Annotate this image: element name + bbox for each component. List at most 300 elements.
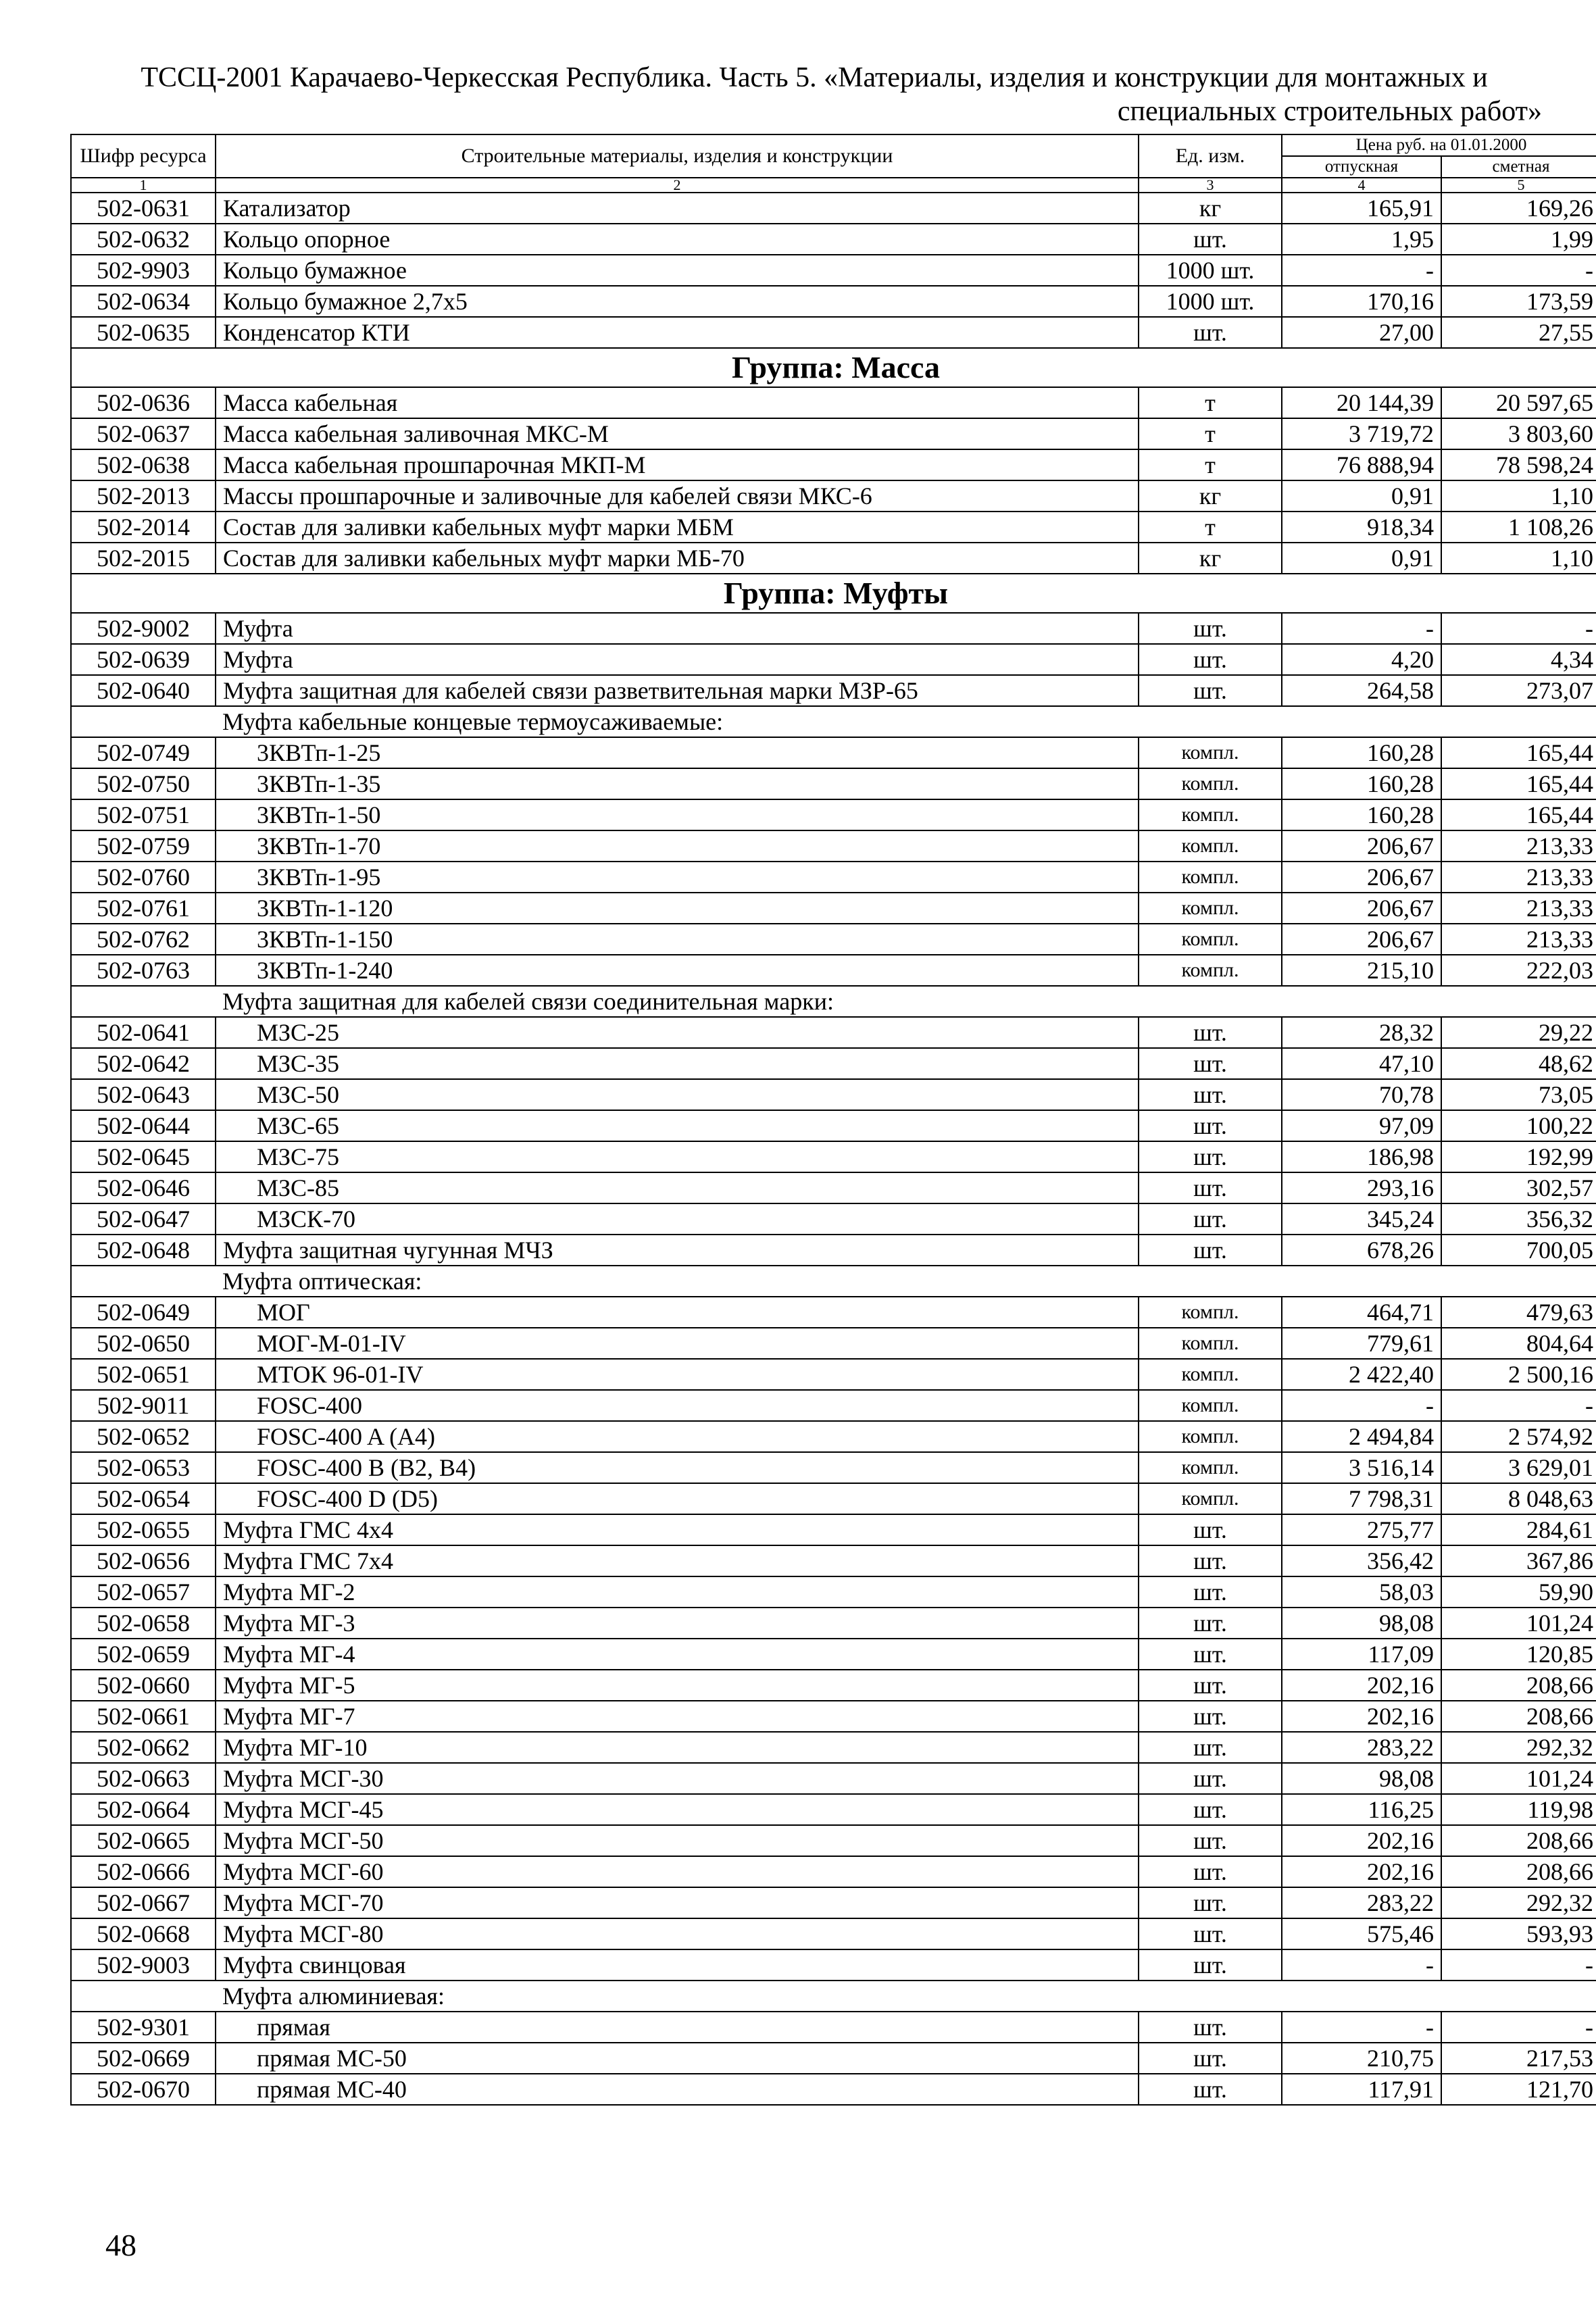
table-row [71, 1110, 1596, 1141]
release-price-cell: - [1282, 1949, 1441, 1981]
table-row [71, 1079, 1596, 1110]
unit-cell: шт. [1139, 675, 1282, 706]
unit-cell: шт. [1139, 1887, 1282, 1918]
resource-code-cell: 502-0669 [71, 2043, 216, 2074]
unit-cell: шт. [1139, 1608, 1282, 1639]
estimate-price-cell: 27,55 [1441, 317, 1596, 348]
table-row [71, 193, 1596, 224]
material-name-cell: Муфта МГ-10 [216, 1732, 1139, 1763]
materials-price-table [70, 134, 1596, 2106]
estimate-price-cell: 169,26 [1441, 193, 1596, 224]
resource-code-cell: 502-0668 [71, 1918, 216, 1949]
resource-code-cell: 502-0763 [71, 955, 216, 986]
release-price-cell: 275,77 [1282, 1514, 1441, 1545]
estimate-price-cell: 292,32 [1441, 1887, 1596, 1918]
estimate-price-cell: 3 803,60 [1441, 418, 1596, 449]
resource-code-cell: 502-0654 [71, 1483, 216, 1514]
subgroup-title: Муфта защитная для кабелей связи соединительная марки: [216, 986, 1596, 1017]
group-title: Группа: Муфты [71, 574, 1596, 613]
material-name-cell: МЗС-65 [216, 1110, 1139, 1141]
material-name-cell: 3КВТп-1-35 [216, 768, 1139, 799]
release-price-cell: 170,16 [1282, 286, 1441, 317]
unit-cell: компл. [1139, 1297, 1282, 1328]
release-price-cell: 58,03 [1282, 1576, 1441, 1608]
estimate-price-cell: - [1441, 613, 1596, 644]
resource-code-cell: 502-0658 [71, 1608, 216, 1639]
release-price-cell: 575,46 [1282, 1918, 1441, 1949]
table-row [71, 1297, 1596, 1328]
resource-code-cell: 502-9003 [71, 1949, 216, 1981]
release-price-cell: 206,67 [1282, 924, 1441, 955]
material-name-cell: Кольцо бумажное [216, 255, 1139, 286]
material-name-cell: Муфта МГ-2 [216, 1576, 1139, 1608]
unit-cell: компл. [1139, 1452, 1282, 1483]
release-price-cell: 206,67 [1282, 893, 1441, 924]
unit-cell: компл. [1139, 1328, 1282, 1359]
material-name-cell: Состав для заливки кабельных муфт марки МБ-70 [216, 543, 1139, 574]
material-name-cell: МЗС-75 [216, 1141, 1139, 1172]
resource-code-cell: 502-9903 [71, 255, 216, 286]
resource-code-cell: 502-0659 [71, 1639, 216, 1670]
table-row [71, 1576, 1596, 1608]
table-row [71, 1608, 1596, 1639]
release-price-cell: 4,20 [1282, 644, 1441, 675]
estimate-price-cell: 213,33 [1441, 893, 1596, 924]
table-row [71, 1328, 1596, 1359]
estimate-price-cell: 1,10 [1441, 480, 1596, 512]
unit-cell: шт. [1139, 1856, 1282, 1887]
estimate-price-cell: 48,62 [1441, 1048, 1596, 1079]
group-header-row [71, 574, 1596, 613]
unit-cell: шт. [1139, 224, 1282, 255]
material-name-cell: МЗС-35 [216, 1048, 1139, 1079]
group-title: Группа: Масса [71, 348, 1596, 387]
table-row [71, 893, 1596, 924]
release-price-cell: 160,28 [1282, 737, 1441, 768]
estimate-price-cell: 78 598,24 [1441, 449, 1596, 480]
table-row [71, 1172, 1596, 1203]
release-price-cell: 47,10 [1282, 1048, 1441, 1079]
table-row [71, 830, 1596, 862]
resource-code-cell: 502-0640 [71, 675, 216, 706]
release-price-cell: 27,00 [1282, 317, 1441, 348]
material-name-cell: МЗС-50 [216, 1079, 1139, 1110]
column-header-name: Строительные материалы, изделия и конструкции [216, 134, 1139, 178]
resource-code-cell: 502-0760 [71, 862, 216, 893]
resource-code-cell: 502-0641 [71, 1017, 216, 1048]
resource-code-cell: 502-0632 [71, 224, 216, 255]
unit-cell: шт. [1139, 1639, 1282, 1670]
unit-cell: компл. [1139, 1483, 1282, 1514]
table-row [71, 2012, 1596, 2043]
empty-cell [71, 986, 216, 1017]
unit-cell: шт. [1139, 1949, 1282, 1981]
material-name-cell: 3КВТп-1-50 [216, 799, 1139, 830]
release-price-cell: 206,67 [1282, 862, 1441, 893]
release-price-cell: 117,09 [1282, 1639, 1441, 1670]
material-name-cell: МОГ-М-01-IV [216, 1328, 1139, 1359]
resource-code-cell: 502-0750 [71, 768, 216, 799]
unit-cell: компл. [1139, 924, 1282, 955]
unit-cell: т [1139, 418, 1282, 449]
unit-cell: шт. [1139, 1514, 1282, 1545]
estimate-price-cell: - [1441, 255, 1596, 286]
unit-cell: 1000 шт. [1139, 255, 1282, 286]
release-price-cell: 98,08 [1282, 1763, 1441, 1794]
table-row [71, 1483, 1596, 1514]
column-number: 5 [1441, 178, 1596, 193]
estimate-price-cell: 292,32 [1441, 1732, 1596, 1763]
unit-cell: шт. [1139, 1794, 1282, 1825]
unit-cell: компл. [1139, 893, 1282, 924]
material-name-cell: Катализатор [216, 193, 1139, 224]
material-name-cell: Кольцо опорное [216, 224, 1139, 255]
material-name-cell: Муфта МСГ-80 [216, 1918, 1139, 1949]
release-price-cell: - [1282, 613, 1441, 644]
resource-code-cell: 502-0644 [71, 1110, 216, 1141]
release-price-cell: 202,16 [1282, 1701, 1441, 1732]
material-name-cell: Муфта МГ-5 [216, 1670, 1139, 1701]
estimate-price-cell: 29,22 [1441, 1017, 1596, 1048]
release-price-cell: 2 494,84 [1282, 1421, 1441, 1452]
unit-cell: шт. [1139, 1763, 1282, 1794]
release-price-cell: 678,26 [1282, 1235, 1441, 1266]
estimate-price-cell: 165,44 [1441, 737, 1596, 768]
table-row [71, 924, 1596, 955]
estimate-price-cell: 479,63 [1441, 1297, 1596, 1328]
table-row [71, 543, 1596, 574]
unit-cell: шт. [1139, 1235, 1282, 1266]
material-name-cell: Муфта МГ-3 [216, 1608, 1139, 1639]
table-row [71, 1514, 1596, 1545]
estimate-price-cell: 20 597,65 [1441, 387, 1596, 418]
estimate-price-cell: 173,59 [1441, 286, 1596, 317]
unit-cell: шт. [1139, 1017, 1282, 1048]
unit-cell: кг [1139, 193, 1282, 224]
material-name-cell: прямая МС-50 [216, 2043, 1139, 2074]
table-row [71, 480, 1596, 512]
estimate-price-cell: 4,34 [1441, 644, 1596, 675]
material-name-cell: Муфта ГМС 4х4 [216, 1514, 1139, 1545]
estimate-price-cell: 222,03 [1441, 955, 1596, 986]
release-price-cell: 0,91 [1282, 543, 1441, 574]
table-row [71, 1421, 1596, 1452]
document-title-line-1: ТССЦ-2001 Карачаево-Черкесская Республика. Часть 5. «Материалы, изделия и конструкции для монтажных и [141, 62, 1488, 93]
release-price-cell: 202,16 [1282, 1825, 1441, 1856]
release-price-cell: 202,16 [1282, 1670, 1441, 1701]
release-price-cell: 779,61 [1282, 1328, 1441, 1359]
table-row [71, 644, 1596, 675]
table-row [71, 675, 1596, 706]
resource-code-cell: 502-9301 [71, 2012, 216, 2043]
table-row [71, 768, 1596, 799]
unit-cell: компл. [1139, 830, 1282, 862]
group-header-row [71, 348, 1596, 387]
table-row [71, 1235, 1596, 1266]
resource-code-cell: 502-0665 [71, 1825, 216, 1856]
table-row [71, 1390, 1596, 1421]
release-price-cell: 117,91 [1282, 2074, 1441, 2105]
release-price-cell: 28,32 [1282, 1017, 1441, 1048]
estimate-price-cell: 120,85 [1441, 1639, 1596, 1670]
resource-code-cell: 502-0631 [71, 193, 216, 224]
table-row [71, 1452, 1596, 1483]
material-name-cell: Муфта защитная для кабелей связи разветвительная марки МЗР-65 [216, 675, 1139, 706]
column-number: 3 [1139, 178, 1282, 193]
resource-code-cell: 502-0662 [71, 1732, 216, 1763]
release-price-cell: - [1282, 2012, 1441, 2043]
subgroup-header-row [71, 706, 1596, 737]
material-name-cell: прямая [216, 2012, 1139, 2043]
release-price-cell: 356,42 [1282, 1545, 1441, 1576]
unit-cell: шт. [1139, 613, 1282, 644]
estimate-price-cell: 208,66 [1441, 1825, 1596, 1856]
release-price-cell: 165,91 [1282, 193, 1441, 224]
material-name-cell: Муфта МСГ-45 [216, 1794, 1139, 1825]
table-row [71, 1203, 1596, 1235]
table-row [71, 387, 1596, 418]
table-row [71, 1048, 1596, 1079]
resource-code-cell: 502-9011 [71, 1390, 216, 1421]
unit-cell: шт. [1139, 2074, 1282, 2105]
material-name-cell: 3КВТп-1-240 [216, 955, 1139, 986]
material-name-cell: Состав для заливки кабельных муфт марки МБМ [216, 512, 1139, 543]
resource-code-cell: 502-0647 [71, 1203, 216, 1235]
resource-code-cell: 502-0642 [71, 1048, 216, 1079]
unit-cell: компл. [1139, 1359, 1282, 1390]
material-name-cell: FOSC-400 A (A4) [216, 1421, 1139, 1452]
estimate-price-cell: 2 574,92 [1441, 1421, 1596, 1452]
unit-cell: шт. [1139, 1545, 1282, 1576]
unit-cell: шт. [1139, 1141, 1282, 1172]
resource-code-cell: 502-0762 [71, 924, 216, 955]
unit-cell: шт. [1139, 1110, 1282, 1141]
resource-code-cell: 502-0759 [71, 830, 216, 862]
release-price-cell: 206,67 [1282, 830, 1441, 862]
resource-code-cell: 502-0670 [71, 2074, 216, 2105]
estimate-price-cell: 217,53 [1441, 2043, 1596, 2074]
subgroup-title: Муфта кабельные концевые термоусаживаемые: [216, 706, 1596, 737]
unit-cell: шт. [1139, 1172, 1282, 1203]
estimate-price-cell: 700,05 [1441, 1235, 1596, 1266]
resource-code-cell: 502-0663 [71, 1763, 216, 1794]
table-row [71, 613, 1596, 644]
column-header-price: Цена руб. на 01.01.2000 [1282, 134, 1596, 156]
release-price-cell: 2 422,40 [1282, 1359, 1441, 1390]
resource-code-cell: 502-0643 [71, 1079, 216, 1110]
material-name-cell: FOSC-400 [216, 1390, 1139, 1421]
material-name-cell: FOSC-400 B (B2, B4) [216, 1452, 1139, 1483]
table-row [71, 1670, 1596, 1701]
material-name-cell: Муфта [216, 644, 1139, 675]
estimate-price-cell: 208,66 [1441, 1701, 1596, 1732]
resource-code-cell: 502-9002 [71, 613, 216, 644]
table-row [71, 1763, 1596, 1794]
estimate-price-cell: 302,57 [1441, 1172, 1596, 1203]
material-name-cell: Массы прошпарочные и заливочные для кабелей связи МКС-6 [216, 480, 1139, 512]
material-name-cell: Муфта свинцовая [216, 1949, 1139, 1981]
resource-code-cell: 502-0638 [71, 449, 216, 480]
release-price-cell: 70,78 [1282, 1079, 1441, 1110]
estimate-price-cell: 367,86 [1441, 1545, 1596, 1576]
unit-cell: шт. [1139, 1576, 1282, 1608]
material-name-cell: МЗС-25 [216, 1017, 1139, 1048]
estimate-price-cell: - [1441, 1949, 1596, 1981]
estimate-price-cell: 3 629,01 [1441, 1452, 1596, 1483]
estimate-price-cell: 356,32 [1441, 1203, 1596, 1235]
column-number: 1 [71, 178, 216, 193]
table-row [71, 1639, 1596, 1670]
estimate-price-cell: 8 048,63 [1441, 1483, 1596, 1514]
resource-code-cell: 502-0657 [71, 1576, 216, 1608]
material-name-cell: Муфта МСГ-70 [216, 1887, 1139, 1918]
table-row [71, 1794, 1596, 1825]
document-title-line-2: специальных строительных работ» [1117, 96, 1542, 127]
release-price-cell: - [1282, 1390, 1441, 1421]
release-price-cell: 3 516,14 [1282, 1452, 1441, 1483]
unit-cell: шт. [1139, 1203, 1282, 1235]
resource-code-cell: 502-0664 [71, 1794, 216, 1825]
release-price-cell: 76 888,94 [1282, 449, 1441, 480]
estimate-price-cell: 2 500,16 [1441, 1359, 1596, 1390]
column-header-release-price: отпускная [1282, 156, 1441, 178]
material-name-cell: 3КВТп-1-95 [216, 862, 1139, 893]
subgroup-header-row [71, 1266, 1596, 1297]
table-row [71, 418, 1596, 449]
estimate-price-cell: 1,99 [1441, 224, 1596, 255]
unit-cell: компл. [1139, 737, 1282, 768]
subgroup-header-row [71, 986, 1596, 1017]
resource-code-cell: 502-0639 [71, 644, 216, 675]
estimate-price-cell: 119,98 [1441, 1794, 1596, 1825]
material-name-cell: 3КВТп-1-120 [216, 893, 1139, 924]
estimate-price-cell: 100,22 [1441, 1110, 1596, 1141]
release-price-cell: 345,24 [1282, 1203, 1441, 1235]
release-price-cell: 283,22 [1282, 1732, 1441, 1763]
unit-cell: шт. [1139, 1732, 1282, 1763]
estimate-price-cell: 121,70 [1441, 2074, 1596, 2105]
resource-code-cell: 502-0635 [71, 317, 216, 348]
release-price-cell: 918,34 [1282, 512, 1441, 543]
estimate-price-cell: 284,61 [1441, 1514, 1596, 1545]
release-price-cell: 98,08 [1282, 1608, 1441, 1639]
unit-cell: шт. [1139, 317, 1282, 348]
estimate-price-cell: 192,99 [1441, 1141, 1596, 1172]
empty-cell [71, 1981, 216, 2012]
unit-cell: компл. [1139, 768, 1282, 799]
unit-cell: т [1139, 512, 1282, 543]
material-name-cell: Муфта МГ-7 [216, 1701, 1139, 1732]
table-row [71, 1949, 1596, 1981]
estimate-price-cell: 101,24 [1441, 1608, 1596, 1639]
column-header-unit: Ед. изм. [1139, 134, 1282, 178]
table-row [71, 1732, 1596, 1763]
release-price-cell: 3 719,72 [1282, 418, 1441, 449]
resource-code-cell: 502-0636 [71, 387, 216, 418]
unit-cell: шт. [1139, 2043, 1282, 2074]
material-name-cell: 3КВТп-1-150 [216, 924, 1139, 955]
unit-cell: компл. [1139, 1390, 1282, 1421]
material-name-cell: Кольцо бумажное 2,7х5 [216, 286, 1139, 317]
resource-code-cell: 502-0646 [71, 1172, 216, 1203]
resource-code-cell: 502-0761 [71, 893, 216, 924]
release-price-cell: 160,28 [1282, 799, 1441, 830]
table-row [71, 737, 1596, 768]
unit-cell: шт. [1139, 2012, 1282, 2043]
unit-cell: т [1139, 387, 1282, 418]
estimate-price-cell: 213,33 [1441, 830, 1596, 862]
resource-code-cell: 502-2015 [71, 543, 216, 574]
page-number: 48 [105, 2228, 136, 2262]
estimate-price-cell: 273,07 [1441, 675, 1596, 706]
material-name-cell: 3КВТп-1-25 [216, 737, 1139, 768]
release-price-cell: 202,16 [1282, 1856, 1441, 1887]
material-name-cell: МЗС-85 [216, 1172, 1139, 1203]
unit-cell: шт. [1139, 1918, 1282, 1949]
release-price-cell: 1,95 [1282, 224, 1441, 255]
table-row [71, 1701, 1596, 1732]
subgroup-title: Муфта алюминиевая: [216, 1981, 1596, 2012]
material-name-cell: Масса кабельная заливочная МКС-М [216, 418, 1139, 449]
table-row [71, 255, 1596, 286]
release-price-cell: 20 144,39 [1282, 387, 1441, 418]
material-name-cell: Муфта МСГ-60 [216, 1856, 1139, 1887]
release-price-cell: 215,10 [1282, 955, 1441, 986]
table-row [71, 1825, 1596, 1856]
estimate-price-cell: 1 108,26 [1441, 512, 1596, 543]
unit-cell: шт. [1139, 1825, 1282, 1856]
table-row [71, 862, 1596, 893]
table-row [71, 799, 1596, 830]
resource-code-cell: 502-0655 [71, 1514, 216, 1545]
column-number: 4 [1282, 178, 1441, 193]
release-price-cell: 293,16 [1282, 1172, 1441, 1203]
column-header-estimate-price: сметная [1441, 156, 1596, 178]
material-name-cell: МЗСК-70 [216, 1203, 1139, 1235]
unit-cell: кг [1139, 480, 1282, 512]
material-name-cell: прямая МС-40 [216, 2074, 1139, 2105]
resource-code-cell: 502-0749 [71, 737, 216, 768]
resource-code-cell: 502-0666 [71, 1856, 216, 1887]
estimate-price-cell: 208,66 [1441, 1670, 1596, 1701]
estimate-price-cell: - [1441, 1390, 1596, 1421]
resource-code-cell: 502-0634 [71, 286, 216, 317]
empty-cell [71, 706, 216, 737]
estimate-price-cell: 804,64 [1441, 1328, 1596, 1359]
table-row [71, 224, 1596, 255]
resource-code-cell: 502-0751 [71, 799, 216, 830]
resource-code-cell: 502-0649 [71, 1297, 216, 1328]
table-row [71, 1887, 1596, 1918]
material-name-cell: Масса кабельная прошпарочная МКП-М [216, 449, 1139, 480]
table-row [71, 1545, 1596, 1576]
table-row [71, 286, 1596, 317]
estimate-price-cell: 165,44 [1441, 768, 1596, 799]
unit-cell: т [1139, 449, 1282, 480]
release-price-cell: 186,98 [1282, 1141, 1441, 1172]
table-row [71, 2043, 1596, 2074]
unit-cell: компл. [1139, 862, 1282, 893]
estimate-price-cell: 101,24 [1441, 1763, 1596, 1794]
estimate-price-cell: - [1441, 2012, 1596, 2043]
table-body [71, 193, 1596, 2105]
table-row [71, 449, 1596, 480]
estimate-price-cell: 73,05 [1441, 1079, 1596, 1110]
resource-code-cell: 502-0660 [71, 1670, 216, 1701]
table-row [71, 1017, 1596, 1048]
resource-code-cell: 502-0661 [71, 1701, 216, 1732]
table-row [71, 1918, 1596, 1949]
